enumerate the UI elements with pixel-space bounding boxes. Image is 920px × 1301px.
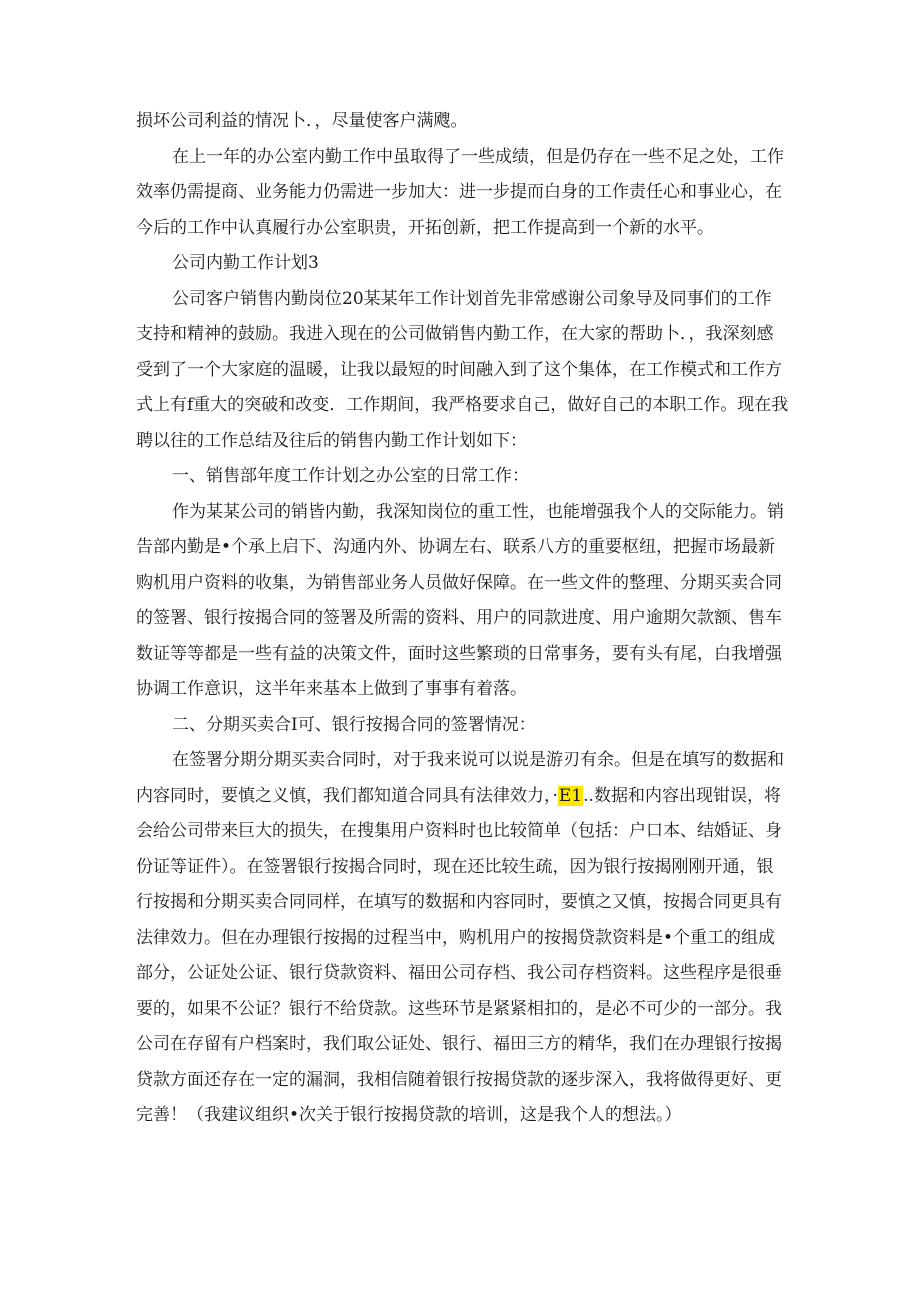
text-line: 份证等证件）。在签署银行按揭合同时，现在还比较生疏，因为银行按揭刚刚开通，银 <box>136 856 774 877</box>
text-line: 完善！（我建议组织•次关于银行按揭贷款的培训，这是我个人的想法。） <box>136 1105 682 1125</box>
text-segment: 内容同时，要慎之义慎，我们都知道合同具有法律效力，· <box>136 785 558 806</box>
text-line: 法律效力。但在办理银行按揭的过程当中，购机用户的按揭贷款资料是•个重工的组成 <box>136 927 776 948</box>
text-line: 会给公司带来巨大的损失，在搜集用户资料时也比较简单（包括：户口本、结婚证、身 <box>136 821 782 841</box>
text-line: 行按揭和分期买卖合同同样，在填写的数据和内容同时，要慎之又慎，按揭合同更具有 <box>136 892 782 912</box>
text-line: 部分，公证处公证、银行贷款资料、福田公司存档、我公司存档资料。这些程序是很垂 <box>136 963 782 983</box>
text-line: 受到了一个大家庭的温暖，让我以最短的时间融入到了这个集体，在工作模式和工作方 <box>136 359 782 380</box>
text-line: 作为某某公司的销皆内勤，我深知岗位的重工性，也能增强我个人的交际能力。销 <box>172 501 784 522</box>
text-line: 数证等等都是一些有益的决策文件，面时这些繁琐的日常事务，要有头有尾，白我增强 <box>136 643 782 664</box>
text-line: 的签署、银行按揭合同的签署及所需的资料、用户的同款进度、用户逾期欠款额、售车 <box>136 608 782 628</box>
text-line: 公司内勤工作计划3 <box>172 253 319 273</box>
text-line: 聘以往的工作总结及往后的销售内勤工作计划如下： <box>136 430 527 451</box>
text-line: 在上一年的办公室内勤工作中虽取得了一些成绩，但是仍存在一些不足之处，工作 <box>172 146 784 167</box>
text-line <box>136 779 786 815</box>
text-line: 公司客户销售内勤岗位20某某年工作计划首先非常感谢公司象导及同事们的工作 <box>172 288 772 309</box>
text-line: 式上有f重大的突破和改变．工作期间，我严格要求自己，做好自己的本职工作。现在我 <box>136 395 789 415</box>
text-line: 协调工作意识，这半年来基本上做到了事事有着落。 <box>136 679 527 699</box>
text-line: 要的，如果不公证？银行不给贷款。这些环节是紧紧相扣的，是必不可少的一部分。我 <box>136 998 782 1019</box>
text-line: 在签署分期分期买卖合同时，对于我来说可以说是游刃有余。但是在填写的数据和 <box>172 750 784 770</box>
text-line: 告部内勤是•个承上启下、沟通内外、协调左右、联系八方的重要枢纽，把握市场最新 <box>136 537 776 557</box>
text-line: 二、分期买卖合I可、银行按揭合同的签署情况： <box>172 714 536 735</box>
text-line: 今后的工作中认真履行办公室职贵，开拓创新，把工作提高到一个新的水平。 <box>136 217 714 238</box>
text-segment: ..数据和内容出现钳误，将 <box>583 785 781 806</box>
text-line: 贷款方面还存在一定的漏洞，我相信随着银行按揭贷款的逐步深入，我将做得更好、更 <box>136 1069 782 1090</box>
text-line: 公司在存留有户档案时，我们取公证处、银行、福田三方的精华，我们在办理银行按揭 <box>136 1034 782 1054</box>
text-line: 购机用户资料的收集，为销售部业务人员做好保障。在一些文件的整理、分期买卖合同 <box>136 572 782 593</box>
text-line: 一、销售部年度工作计划之办公室的日常工作： <box>172 466 529 486</box>
text-line: 损坏公司利益的情况卜．，尽量使客户满飕。 <box>136 111 468 131</box>
document-page <box>136 104 789 1134</box>
text-line: 支持和精神的鼓励。我进入现在的公司做销售内勤工作，在大家的帮助卜．，我深刻感 <box>136 324 774 344</box>
text-line: 效率仍需提商、业务能力仍需进一步加大：进一步提而白身的工作责任心和事业心，在 <box>136 182 782 202</box>
highlighted-text: E1 <box>558 785 583 806</box>
document-body <box>136 104 789 1134</box>
